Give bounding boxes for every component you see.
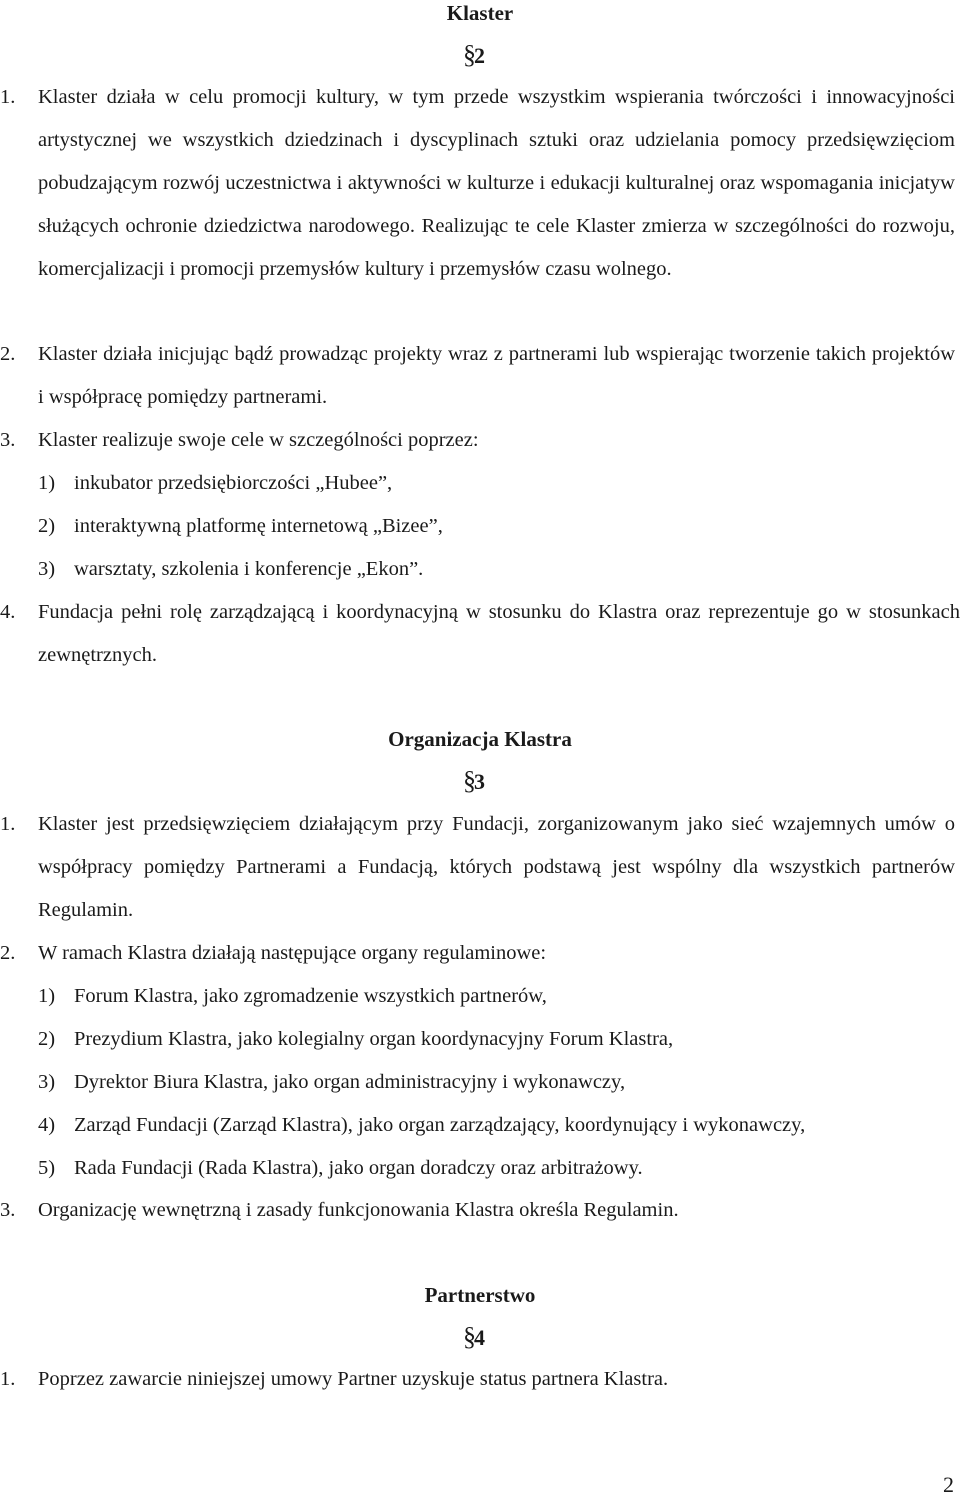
- section-number: §2: [463, 40, 485, 69]
- subitem-text: Forum Klastra, jako zgromadzenie wszystkich partnerów,: [74, 985, 547, 1007]
- subitem-number: 4): [38, 1114, 56, 1136]
- section-heading: Klaster: [446, 1, 514, 25]
- subitem-text: Prezydium Klastra, jako kolegialny organ koordynacyjny Forum Klastra,: [74, 1028, 674, 1050]
- item-number: 1.: [0, 86, 16, 108]
- paragraph: Organizację wewnętrzną i zasady funkcjonowania Klastra określa Regulamin.: [38, 1199, 679, 1221]
- paragraph: Klaster działa inicjując bądź prowadząc projekty wraz z partnerami lub wspierając tworzenie takich projektów i współpracę pomiędzy partnerami.: [38, 343, 955, 408]
- item-number: 1.: [0, 813, 16, 835]
- paragraph: Klaster jest przedsięwzięciem działającym przy Fundacji, zorganizowanym jako sieć wzajemnych umów o współpracy pomiędzy Partnerami a Fundacją, których podstawą jest wspólny dla wszystkich partnerów Regulamin.: [38, 813, 955, 921]
- subitem-number: 3): [38, 1071, 56, 1093]
- item-number: 1.: [0, 1368, 16, 1390]
- subitem-number: 1): [38, 472, 56, 494]
- paragraph: Klaster działa w celu promocji kultury, w tym przede wszystkim wspierania twórczości i innowacyjności artystycznej we wszystkich dziedzinach i dyscyplinach sztuki oraz udzielania pomocy przedsięwzięciom pobudzającym rozwój uczestnictwa i aktywności w kulturze i edukacji kulturalnej oraz wspomagania inicjatyw służących ochronie dziedzictwa narodowego. Realizując te cele Klaster zmierza w szczególności do rozwoju, komercjalizacji i promocji przemysłów kultury i przemysłów czasu wolnego.: [38, 86, 955, 280]
- paragraph: W ramach Klastra działają następujące organy regulaminowe:: [38, 942, 547, 964]
- subitem-text: warsztaty, szkolenia i konferencje „Ekon”.: [74, 558, 424, 580]
- subitem-number: 5): [38, 1157, 56, 1179]
- subitem-number: 2): [38, 1028, 56, 1050]
- item-number: 3.: [0, 429, 16, 451]
- item-number: 3.: [0, 1199, 16, 1221]
- subitem-text: Dyrektor Biura Klastra, jako organ administracyjny i wykonawczy,: [74, 1071, 626, 1093]
- section-heading: Organizacja Klastra: [388, 727, 572, 751]
- section-heading: Partnerstwo: [424, 1283, 536, 1307]
- section-number: §4: [463, 1322, 485, 1351]
- item-number: 2.: [0, 343, 16, 365]
- item-number: 2.: [0, 942, 16, 964]
- page-number: 2: [943, 1472, 954, 1497]
- paragraph: Fundacja pełni rolę zarządzającą i koordynacyjną w stosunku do Klastra oraz reprezentuje go w stosunkach zewnętrznych.: [38, 601, 960, 666]
- section-number: §3: [463, 766, 485, 795]
- paragraph: Poprzez zawarcie niniejszej umowy Partner uzyskuje status partnera Klastra.: [38, 1368, 669, 1390]
- item-number: 4.: [0, 601, 16, 623]
- subitem-number: 1): [38, 985, 56, 1007]
- subitem-text: Rada Fundacji (Rada Klastra), jako organ doradczy oraz arbitrażowy.: [74, 1157, 643, 1179]
- subitem-text: Zarząd Fundacji (Zarząd Klastra), jako organ zarządzający, koordynujący i wykonawczy,: [74, 1114, 806, 1136]
- subitem-text: interaktywną platformę internetową „Bizee”,: [74, 515, 443, 537]
- subitem-number: 3): [38, 558, 56, 580]
- subitem-number: 2): [38, 515, 56, 537]
- paragraph: Klaster realizuje swoje cele w szczególności poprzez:: [38, 429, 479, 451]
- subitem-text: inkubator przedsiębiorczości „Hubee”,: [74, 472, 393, 494]
